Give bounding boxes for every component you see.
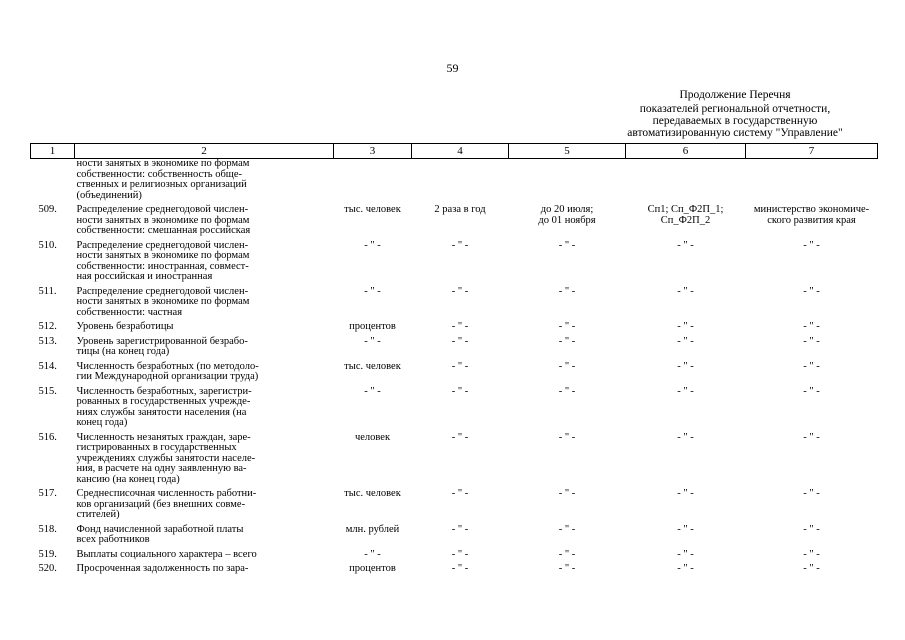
row-indicator-name-line: конец года) (76, 417, 128, 428)
row-unit: млн. рублей (345, 523, 400, 535)
row-department (746, 283, 878, 319)
row-department-line: - " - (803, 548, 820, 560)
row-indicator-name-line: учреждениях службы занятости населе- (76, 452, 256, 464)
row-form-line: Сп1; Сп_Ф2П_1; (647, 204, 724, 215)
row-unit: - " - (364, 285, 381, 297)
row-department (746, 560, 878, 575)
row-indicator-name-line: собственности: частная (76, 306, 183, 318)
row-department-line: - " - (803, 239, 820, 251)
row-unit: - " - (364, 385, 381, 397)
row-deadline (509, 358, 626, 383)
row-unit: - " - (364, 335, 381, 347)
row-department-line: - " - (803, 431, 820, 443)
row-form-line: - " - (677, 360, 694, 372)
row-department-line: - " - (803, 563, 820, 574)
row-department-line: ского развития края (767, 214, 856, 226)
row-deadline-line: - " - (558, 385, 576, 397)
row-number: 512. (38, 321, 57, 332)
row-indicator-name-line: ности занятых в экономике по формам (76, 214, 250, 226)
table-row (31, 283, 878, 319)
row-indicator-name-line: ниях службы занятости населения (на (76, 406, 247, 418)
row-department-line: - " - (803, 335, 820, 347)
row-indicator-name-line: Численность незанятых граждан, заре- (76, 431, 251, 443)
row-department (746, 521, 878, 546)
row-form-line: Сп_Ф2П_2 (660, 214, 711, 226)
row-form (626, 485, 746, 521)
row-deadline (509, 485, 626, 521)
row-deadline (509, 429, 626, 486)
row-indicator-name-line: Выплаты социального характера – всего (76, 548, 257, 560)
row-department (746, 429, 878, 486)
heading-line-1: Продолжение Перечня (679, 89, 791, 101)
column-header: 5 (509, 144, 626, 159)
row-department (746, 333, 878, 358)
row-indicator-name-line: тицы (на конец года) (76, 346, 170, 357)
row-form-line: - " - (677, 431, 694, 443)
row-indicator-name (75, 358, 334, 383)
row-department (746, 237, 878, 283)
row-periodicity (412, 283, 509, 319)
row-unit: - " - (364, 239, 381, 251)
row-periodicity (412, 318, 509, 333)
row-indicator-name (75, 383, 334, 429)
row-indicator-name-line: Среднесписочная численность работни- (76, 488, 257, 499)
continuation-row (31, 159, 878, 202)
row-periodicity-line: - " - (451, 488, 469, 499)
row-indicator-name (75, 159, 334, 202)
heading-line-4: автоматизированную систему "Управление" (627, 127, 843, 139)
row-deadline (509, 521, 626, 546)
row-indicator-name-line: кансию (на конец года) (76, 473, 180, 485)
row-department (746, 485, 878, 521)
row-indicator-name-line: рованных в государственных учрежде- (76, 396, 251, 407)
row-department (746, 383, 878, 429)
column-header: 6 (626, 144, 746, 159)
row-form-line: - " - (677, 523, 694, 535)
row-indicator-name-line: Численность безработных, зарегистри- (76, 385, 252, 397)
name-line: (объединений) (76, 189, 142, 201)
row-deadline-line: - " - (558, 285, 576, 297)
row-form (626, 521, 746, 546)
row-indicator-name-line: ния, в расчете на одну заявленную ва- (76, 463, 247, 474)
row-number: 515. (38, 385, 57, 397)
table-row (31, 383, 878, 429)
row-periodicity-line: - " - (451, 563, 469, 574)
heading-line-3: передаваемых в государственную (652, 115, 818, 127)
row-number: 511. (38, 285, 57, 297)
row-department-line: - " - (803, 488, 820, 499)
row-periodicity-line: - " - (451, 360, 469, 372)
row-indicator-name-line: ности занятых в экономике по формам (76, 250, 250, 261)
row-form (626, 383, 746, 429)
row-periodicity-line: - " - (451, 385, 469, 397)
row-indicator-name-line: Распределение среднегодовой числен- (76, 204, 249, 215)
row-indicator-name-line: Численность безработных (по методоло- (76, 360, 259, 372)
column-header: 4 (412, 144, 509, 159)
row-form (626, 201, 746, 237)
row-periodicity-line: 2 раза в год (434, 204, 486, 215)
row-periodicity-line: - " - (451, 239, 469, 251)
row-department-line: министерство экономиче- (753, 204, 870, 215)
table-row (31, 560, 878, 575)
row-form (626, 546, 746, 561)
row-unit: тыс. человек (344, 360, 401, 372)
row-form-line: - " - (677, 321, 694, 332)
row-deadline (509, 318, 626, 333)
row-deadline-line: - " - (558, 431, 576, 443)
row-indicator-name (75, 560, 334, 575)
table-row (31, 237, 878, 283)
row-form (626, 318, 746, 333)
row-indicator-name (75, 201, 334, 237)
row-number: 509. (38, 204, 57, 215)
row-form-line: - " - (677, 385, 694, 397)
row-indicator-name-line: собственности: иностранная, совмест- (76, 260, 249, 272)
row-department (746, 318, 878, 333)
row-form-line: - " - (677, 239, 694, 251)
row-department (746, 358, 878, 383)
row-indicator-name-line: гии Международной организации труда) (76, 371, 259, 382)
row-unit: процентов (349, 563, 396, 574)
row-indicator-name (75, 318, 334, 333)
row-periodicity-line: - " - (451, 523, 469, 535)
row-indicator-name (75, 521, 334, 546)
row-department-line: - " - (803, 523, 820, 535)
row-deadline-line: - " - (558, 488, 576, 499)
row-indicator-name-line: стителей) (76, 509, 120, 520)
row-periodicity (412, 237, 509, 283)
row-periodicity (412, 333, 509, 358)
row-department (746, 546, 878, 561)
row-number (31, 159, 75, 202)
row-periodicity (412, 485, 509, 521)
row-deadline-line: до 20 июля; (540, 204, 594, 215)
row-deadline (509, 237, 626, 283)
row-deadline-line: - " - (558, 321, 576, 332)
row-indicator-name-line: Распределение среднегодовой числен- (76, 285, 249, 297)
row-deadline (509, 333, 626, 358)
row-number: 514. (38, 360, 57, 372)
row-department-line: - " - (803, 285, 820, 297)
column-header: 7 (746, 144, 878, 159)
row-form-line: - " - (677, 548, 694, 560)
row-deadline-line: - " - (558, 335, 576, 347)
row-indicator-name-line: всех работников (76, 534, 150, 545)
row-deadline-line: - " - (558, 239, 576, 251)
row-periodicity-line: - " - (451, 548, 469, 560)
row-periodicity (412, 358, 509, 383)
row-periodicity (412, 383, 509, 429)
row-department-line: - " - (803, 385, 820, 397)
row-periodicity-line: - " - (451, 285, 469, 297)
row-department-line: - " - (803, 321, 820, 332)
row-department-line: - " - (803, 360, 820, 372)
row-unit: - " - (364, 548, 381, 560)
row-indicator-name-line: ков организаций (без внешних совме- (76, 498, 246, 510)
row-deadline (509, 201, 626, 237)
row-periodicity (412, 521, 509, 546)
table-row (31, 318, 878, 333)
row-unit: тыс. человек (344, 488, 401, 499)
column-header: 3 (334, 144, 412, 159)
row-form (626, 358, 746, 383)
row-number: 516. (38, 431, 57, 443)
table-row (31, 333, 878, 358)
row-form (626, 333, 746, 358)
row-number: 513. (38, 335, 57, 347)
row-indicator-name-line: Фонд начисленной заработной платы (76, 523, 244, 535)
row-periodicity (412, 429, 509, 486)
page-number: 59 (446, 61, 459, 75)
row-deadline (509, 283, 626, 319)
table-row (31, 201, 878, 237)
row-periodicity (412, 546, 509, 561)
row-number: 520. (38, 563, 57, 574)
row-periodicity (412, 560, 509, 575)
row-form (626, 560, 746, 575)
row-indicator-name-line: Уровень безработицы (76, 321, 174, 332)
heading-line-2: показателей региональной отчетности, (639, 103, 831, 115)
row-form-line: - " - (677, 285, 694, 297)
row-indicator-name-line: ности занятых в экономике по формам (76, 296, 250, 307)
row-form (626, 237, 746, 283)
row-unit: человек (354, 431, 391, 443)
document-heading (605, 89, 865, 139)
row-form (626, 429, 746, 486)
column-header: 1 (31, 144, 75, 159)
row-form-line: - " - (677, 335, 694, 347)
table-row (31, 546, 878, 561)
row-number: 519. (38, 548, 57, 560)
row-indicator-name-line: гистрированных в государственных (76, 442, 237, 453)
row-deadline-line: - " - (558, 523, 576, 535)
name-line: собственности: собственность обще- (76, 168, 243, 180)
row-deadline-line: - " - (558, 548, 576, 560)
row-periodicity-line: - " - (451, 321, 469, 332)
table-row (31, 485, 878, 521)
row-indicator-name-line: Просроченная задолженность по зара- (76, 563, 249, 574)
row-deadline (509, 383, 626, 429)
row-indicator-name (75, 237, 334, 283)
table-row (31, 429, 878, 486)
row-deadline-line: - " - (558, 360, 576, 372)
row-indicator-name-line: ная российская и иностранная (76, 271, 213, 282)
row-deadline (509, 546, 626, 561)
row-periodicity-line: - " - (451, 431, 469, 443)
table-row (31, 358, 878, 383)
row-form (626, 283, 746, 319)
column-number-row (31, 144, 878, 159)
row-indicator-name (75, 546, 334, 561)
row-indicator-name (75, 283, 334, 319)
row-indicator-name (75, 485, 334, 521)
row-department (746, 201, 878, 237)
row-number: 510. (38, 239, 57, 251)
row-unit: процентов (349, 321, 396, 332)
row-form-line: - " - (677, 488, 694, 499)
name-line: ности занятых в экономике по формам (76, 158, 250, 169)
row-number: 517. (38, 488, 57, 499)
row-number: 518. (38, 523, 57, 535)
name-line: ственных и религиозных организаций (76, 179, 247, 190)
row-indicator-name-line: Распределение среднегодовой числен- (76, 239, 249, 251)
row-form-line: - " - (677, 563, 694, 574)
row-periodicity-line: - " - (451, 335, 469, 347)
row-deadline-line: до 01 ноября (538, 214, 596, 226)
row-periodicity (412, 201, 509, 237)
row-deadline-line: - " - (558, 563, 576, 574)
row-indicator-name-line: Уровень зарегистрированной безрабо- (76, 335, 248, 347)
row-indicator-name (75, 429, 334, 486)
row-deadline (509, 560, 626, 575)
row-indicator-name (75, 333, 334, 358)
row-unit: тыс. человек (344, 204, 401, 215)
table-row (31, 521, 878, 546)
row-indicator-name-line: собственности: смешанная российская (76, 225, 251, 236)
indicators-table (30, 143, 878, 575)
column-header: 2 (75, 144, 334, 159)
